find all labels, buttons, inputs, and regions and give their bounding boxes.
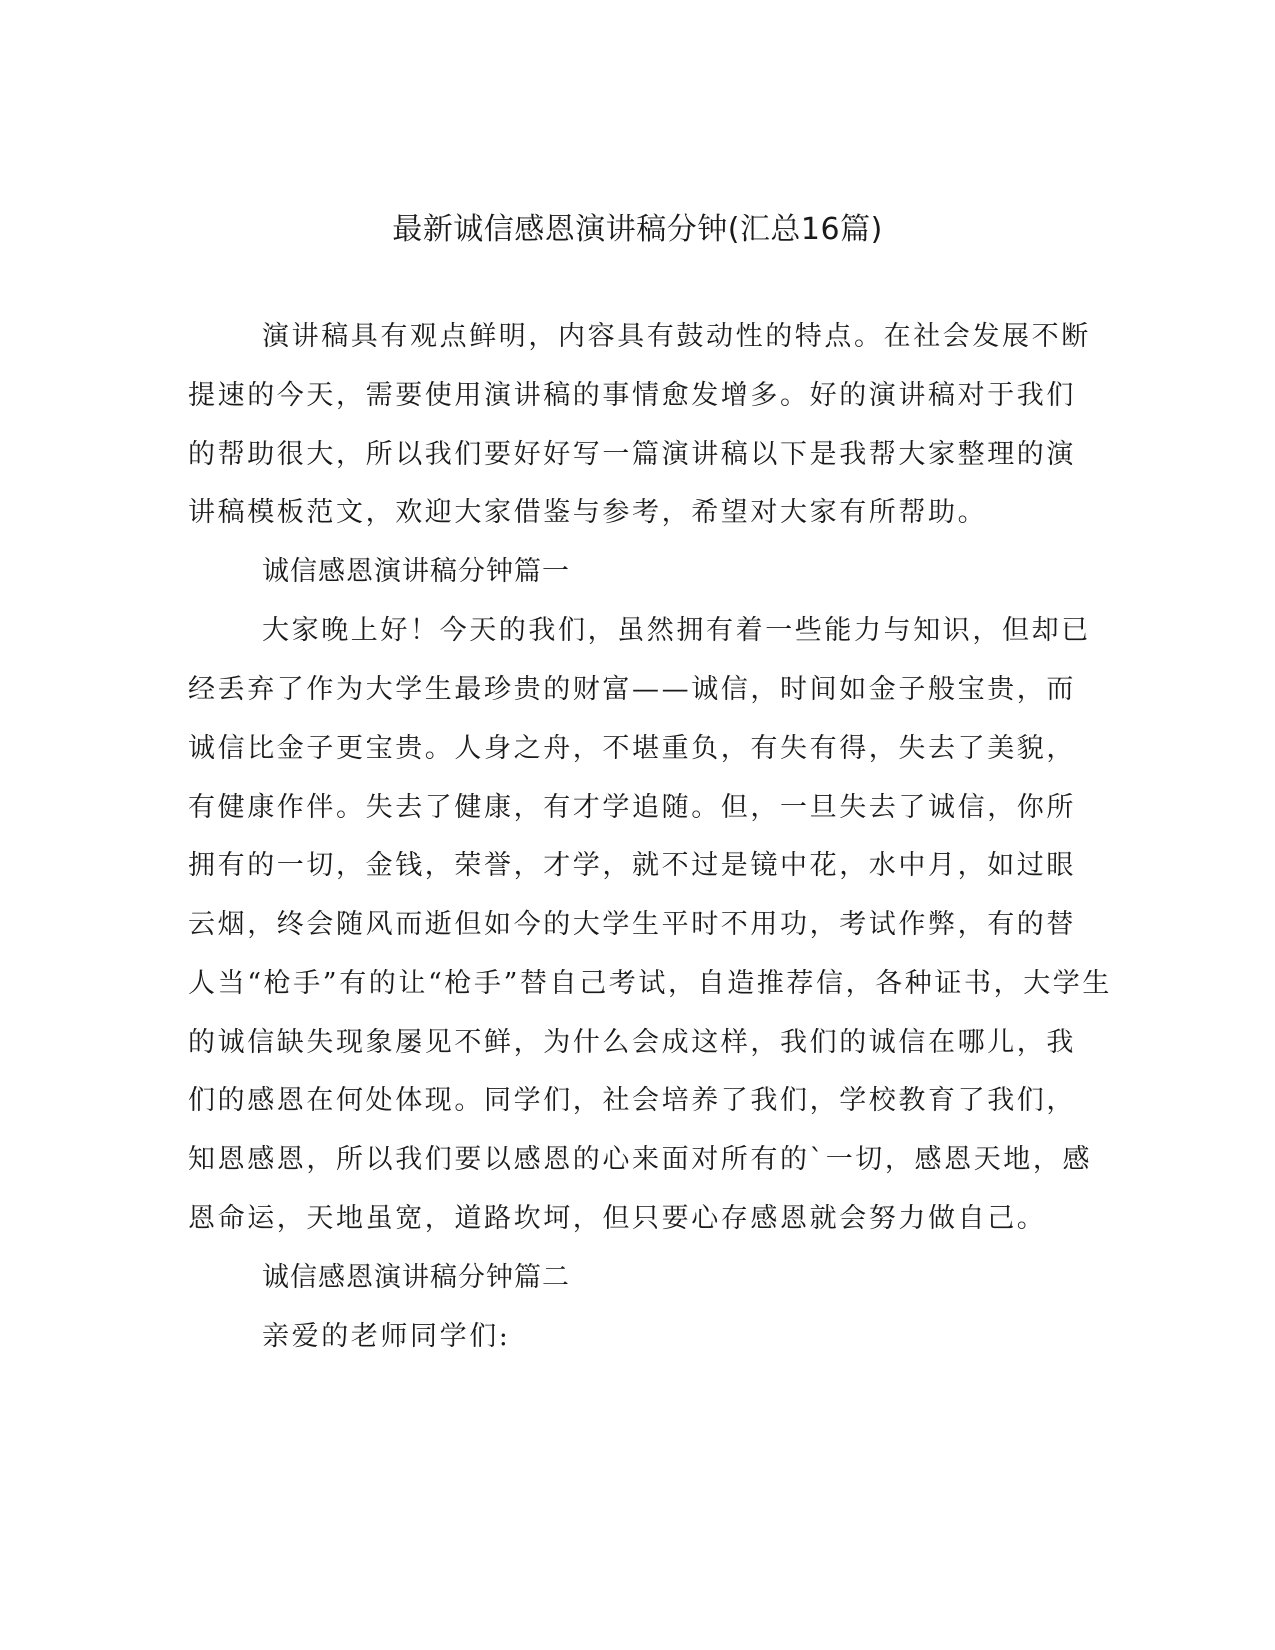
section-1-line-10: 知恩感恩，所以我们要以感恩的心来面对所有的`一切，感恩天地，感 — [188, 1144, 1093, 1175]
section-1-line-8: 的诚信缺失现象屡见不鲜，为什么会成这样，我们的诚信在哪儿，我 — [188, 1027, 1076, 1058]
document-title: 最新诚信感恩演讲稿分钟(汇总16篇) — [392, 212, 883, 247]
section-1-line-4: 有健康作伴。失去了健康，有才学追随。但，一旦失去了诚信，你所 — [188, 792, 1076, 823]
intro-line-1: 演讲稿具有观点鲜明，内容具有鼓动性的特点。在社会发展不断 — [262, 321, 1091, 352]
section-1-line-2: 经丢弃了作为大学生最珍贵的财富——诚信，时间如金子般宝贵，而 — [188, 674, 1076, 705]
section-1-line-9: 们的感恩在何处体现。同学们，社会培养了我们，学校教育了我们， — [188, 1085, 1076, 1116]
intro-line-4: 讲稿模板范文，欢迎大家借鉴与参考，希望对大家有所帮助。 — [188, 497, 988, 528]
section-1-line-1: 大家晚上好！今天的我们，虽然拥有着一些能力与知识，但却已 — [262, 615, 1091, 646]
section-2-greeting: 亲爱的老师同学们: — [262, 1321, 511, 1352]
section-1-line-7: 人当“枪手”有的让“枪手”替自己考试，自造推荐信，各种证书，大学生 — [188, 968, 1113, 999]
section-1-line-5: 拥有的一切，金钱，荣誉，才学，就不过是镜中花，水中月，如过眼 — [188, 850, 1076, 881]
section-1-line-11: 恩命运，天地虽宽，道路坎坷，但只要心存感恩就会努力做自己。 — [188, 1203, 1047, 1234]
intro-line-2: 提速的今天，需要使用演讲稿的事情愈发增多。好的演讲稿对于我们 — [188, 380, 1076, 411]
section-1-heading: 诚信感恩演讲稿分钟篇一 — [262, 556, 570, 587]
section-2-heading: 诚信感恩演讲稿分钟篇二 — [262, 1262, 570, 1293]
section-1-line-3: 诚信比金子更宝贵。人身之舟，不堪重负，有失有得，失去了美貌， — [188, 733, 1076, 764]
intro-line-3: 的帮助很大，所以我们要好好写一篇演讲稿以下是我帮大家整理的演 — [188, 439, 1076, 470]
section-1-line-6: 云烟，终会随风而逝但如今的大学生平时不用功，考试作弊，有的替 — [188, 909, 1076, 940]
